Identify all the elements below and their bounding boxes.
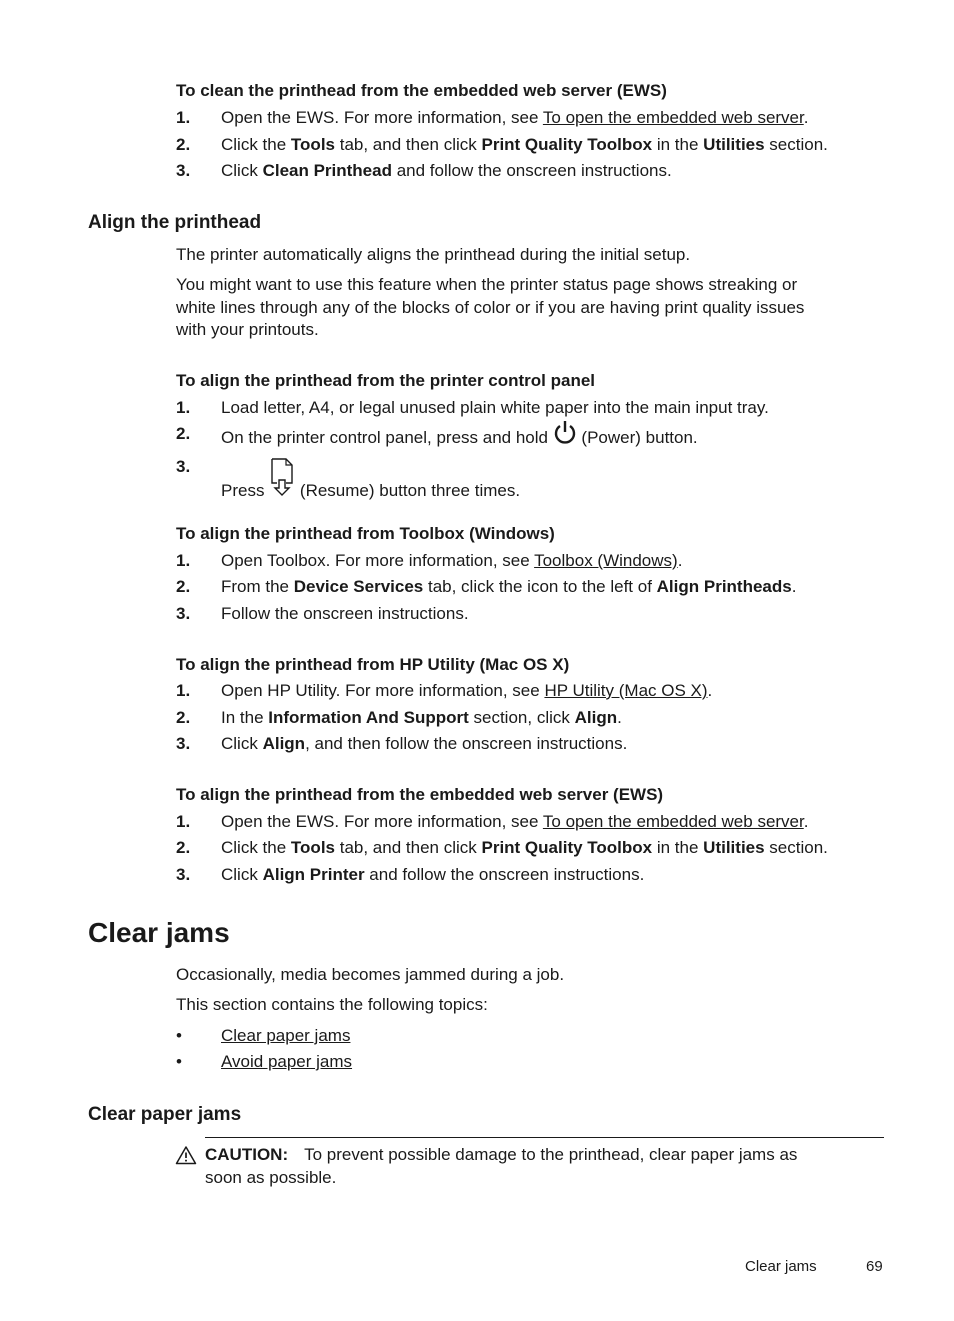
hp-utility-heading: To align the printhead from HP Utility (Mac OS X) (176, 655, 570, 674)
step-number: 3. (176, 161, 191, 180)
step-number: 1. (176, 812, 191, 831)
align-ews-heading: To align the printhead from the embedded web server (EWS) (176, 785, 664, 804)
step-number: 2. (176, 708, 191, 727)
paragraph-line: white lines through any of the blocks of color or if you are having print quality issues (176, 298, 805, 317)
list-item: Click the Tools tab, and then click Print Quality Toolbox in the Utilities section. (221, 135, 828, 154)
clear-paper-jams-link[interactable]: Clear paper jams (221, 1026, 351, 1045)
clear-paper-jams-heading: Clear paper jams (88, 1104, 242, 1125)
list-item: Load letter, A4, or legal unused plain white paper into the main input tray. (221, 398, 769, 417)
caution-text-line: soon as possible. (205, 1168, 337, 1187)
resume-icon (269, 458, 295, 501)
list-item: Click Align, and then follow the onscreen instructions. (221, 734, 628, 753)
list-item: Follow the onscreen instructions. (221, 604, 469, 623)
open-ews-link[interactable]: To open the embedded web server (542, 108, 804, 127)
step-number: 3. (176, 734, 191, 753)
page-number: 69 (866, 1258, 883, 1275)
step-number: 2. (176, 135, 191, 154)
control-panel-heading: To align the printhead from the printer control panel (176, 371, 596, 390)
list-item: Click the Tools tab, and then click Print Quality Toolbox in the Utilities section. (221, 838, 828, 857)
bullet: • (176, 1026, 182, 1045)
list-item: Open the EWS. For more information, see To open the embedded web server. (221, 108, 809, 127)
step-number: 2. (176, 838, 191, 857)
paragraph: This section contains the following topics: (176, 995, 488, 1014)
list-item: Open HP Utility. For more information, see HP Utility (Mac OS X). (221, 681, 713, 700)
list-item: Click Align Printer and follow the onscreen instructions. (221, 865, 645, 884)
step-number: 3. (176, 457, 191, 476)
footer-section-name: Clear jams (745, 1258, 817, 1275)
list-item: Open the EWS. For more information, see To open the embedded web server. (221, 812, 809, 831)
list-item: On the printer control panel, press and hold (Power) button. (221, 426, 698, 451)
clean-ews-heading: To clean the printhead from the embedded web server (EWS) (176, 81, 667, 100)
toolbox-windows-link[interactable]: Toolbox (Windows) (534, 551, 678, 570)
step-number: 1. (176, 108, 191, 127)
align-printhead-heading: Align the printhead (88, 212, 262, 233)
step-number: 1. (176, 398, 191, 417)
paragraph: Occasionally, media becomes jammed during a job. (176, 965, 565, 984)
paragraph: The printer automatically aligns the printhead during the initial setup. (176, 245, 691, 264)
toolbox-heading: To align the printhead from Toolbox (Windows) (176, 524, 555, 543)
list-item: Open Toolbox. For more information, see Toolbox (Windows). (221, 551, 683, 570)
paragraph-line: You might want to use this feature when the printer status page shows streaking or (176, 275, 798, 294)
hp-utility-link[interactable]: HP Utility (Mac OS X) (544, 681, 708, 700)
caution-label: CAUTION: (205, 1145, 289, 1164)
open-ews-link[interactable]: To open the embedded web server (542, 812, 804, 831)
list-item: From the Device Services tab, click the icon to the left of Align Printheads. (221, 577, 797, 596)
bullet: • (176, 1052, 182, 1071)
clear-jams-title: Clear jams (88, 917, 230, 948)
step-number: 3. (176, 604, 191, 623)
list-item: Click Clean Printhead and follow the onscreen instructions. (221, 161, 672, 180)
step-number: 1. (176, 551, 191, 570)
caution-icon (175, 1145, 197, 1170)
avoid-paper-jams-link[interactable]: Avoid paper jams (221, 1052, 353, 1071)
step-number: 1. (176, 681, 191, 700)
paragraph-line: with your printouts. (176, 320, 319, 339)
step-number: 2. (176, 577, 191, 596)
step-number: 2. (176, 424, 191, 443)
caution-text: CAUTION: To prevent possible damage to the printhead, clear paper jams as (205, 1145, 798, 1164)
list-item: In the Information And Support section, click Align. (221, 708, 622, 727)
caution-rule (205, 1137, 884, 1138)
list-item: Press (Resume) button three times. (221, 458, 520, 501)
step-number: 3. (176, 865, 191, 884)
power-icon (553, 420, 577, 451)
